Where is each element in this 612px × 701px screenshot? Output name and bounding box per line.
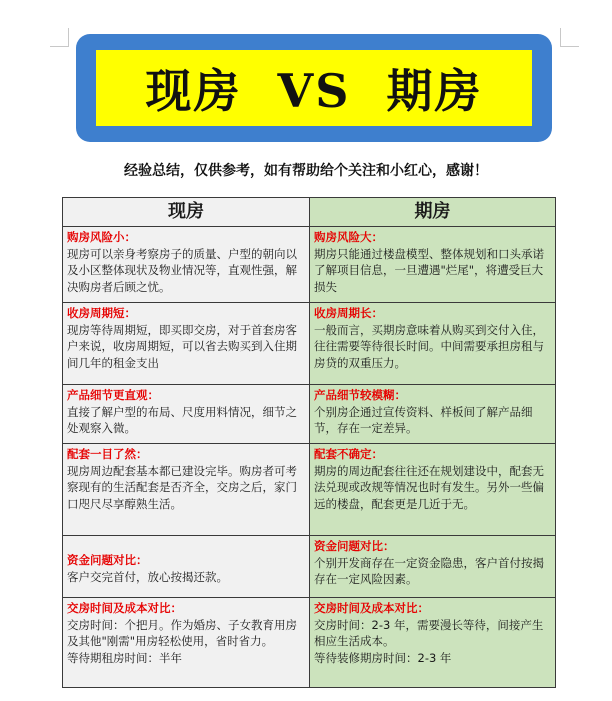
page-corner-mark-right [560, 28, 579, 47]
table-cell [310, 444, 556, 536]
cell-heading: 购房风险小： [67, 230, 136, 244]
table-cell [63, 227, 310, 303]
table-cell [310, 303, 556, 385]
cell-heading: 收房周期短： [67, 306, 136, 320]
page-corner-mark-left [50, 28, 69, 47]
table-cell [310, 598, 556, 688]
table-row [63, 303, 556, 385]
header-existing-house: 现房 [63, 198, 310, 227]
cell-body: 一般而言，买期房意味着从购买到交付入住，往往需要等待很长时间。中间需要承担房租与房贷的双重压力。 [314, 322, 544, 370]
table-cell [63, 598, 310, 688]
cell-body: 期房只能通过楼盘模型、整体规划和口头承诺了解项目信息，一旦遭遇"烂尾"，将遭受巨大损失 [314, 246, 544, 294]
cell-heading: 产品细节较模糊： [314, 388, 406, 402]
table-header-row [63, 198, 556, 227]
cell-body: 现房可以亲身考察房子的质量、户型的朝向以及小区整体现状及物业情况等，直观性强，解决购房者后顾之忧。 [67, 246, 297, 294]
table-cell [63, 536, 310, 598]
cell-heading: 收房周期长： [314, 306, 383, 320]
title-banner-inner [96, 50, 532, 126]
subtitle: 经验总结，仅供参考，如有帮助给个关注和小红心，感谢！ [124, 163, 488, 179]
cell-heading: 配套一目了然： [67, 447, 148, 461]
header-presale-house: 期房 [310, 198, 556, 227]
cell-heading: 产品细节更直观： [67, 388, 159, 402]
table-cell [63, 444, 310, 536]
cell-heading: 交房时间及成本对比： [67, 601, 182, 615]
cell-body: 交房时间：2-3 年，需要漫长等待，间接产生相应生活成本。 等待装修期房时间：2-3 年 [314, 617, 544, 665]
table-cell [63, 303, 310, 385]
table-row [63, 536, 556, 598]
cell-heading: 交房时间及成本对比： [314, 601, 429, 615]
cell-heading: 配套不确定： [314, 447, 383, 461]
cell-body: 客户交完首付，放心按揭还款。 [67, 569, 228, 584]
table-cell [310, 536, 556, 598]
table-cell [63, 385, 310, 444]
comparison-table [62, 197, 556, 688]
table-row [63, 598, 556, 688]
cell-body: 交房时间：个把月。作为婚房、子女教育用房及其他"刚需"用房轻松使用，省时省力。 等待期租房时间：半年 [67, 617, 297, 665]
cell-body: 个别房企通过宣传资料、样板间了解产品细节，存在一定差异。 [314, 404, 533, 435]
cell-heading: 购房风险大： [314, 230, 383, 244]
table-cell [310, 385, 556, 444]
cell-heading: 资金问题对比： [314, 539, 395, 553]
table-row [63, 227, 556, 303]
cell-heading: 资金问题对比： [67, 553, 148, 567]
table-row [63, 444, 556, 536]
cell-body: 个别开发商存在一定资金隐患，客户首付按揭存在一定风险因素。 [314, 555, 544, 586]
title-banner [76, 34, 552, 142]
cell-body: 现房周边配套基本都已建设完毕。购房者可考察现有的生活配套是否齐全，交房之后，家门口咫尺尽享醇熟生活。 [67, 463, 297, 511]
cell-body: 现房等待周期短，即买即交房，对于首套房客户来说，收房周期短，可以省去购买到入住期间几年的租金支出 [67, 322, 297, 370]
banner-title: 现房 VS 期房 [145, 64, 483, 118]
cell-body: 直接了解户型的布局、尺度用料情况，细节之处观察入微。 [67, 404, 297, 435]
cell-body: 期房的周边配套往往还在规划建设中，配套无法兑现或改规等情况也时有发生。另外一些偏远的楼盘，配套更是几近于无。 [314, 463, 544, 511]
table-cell [310, 227, 556, 303]
table-row [63, 385, 556, 444]
